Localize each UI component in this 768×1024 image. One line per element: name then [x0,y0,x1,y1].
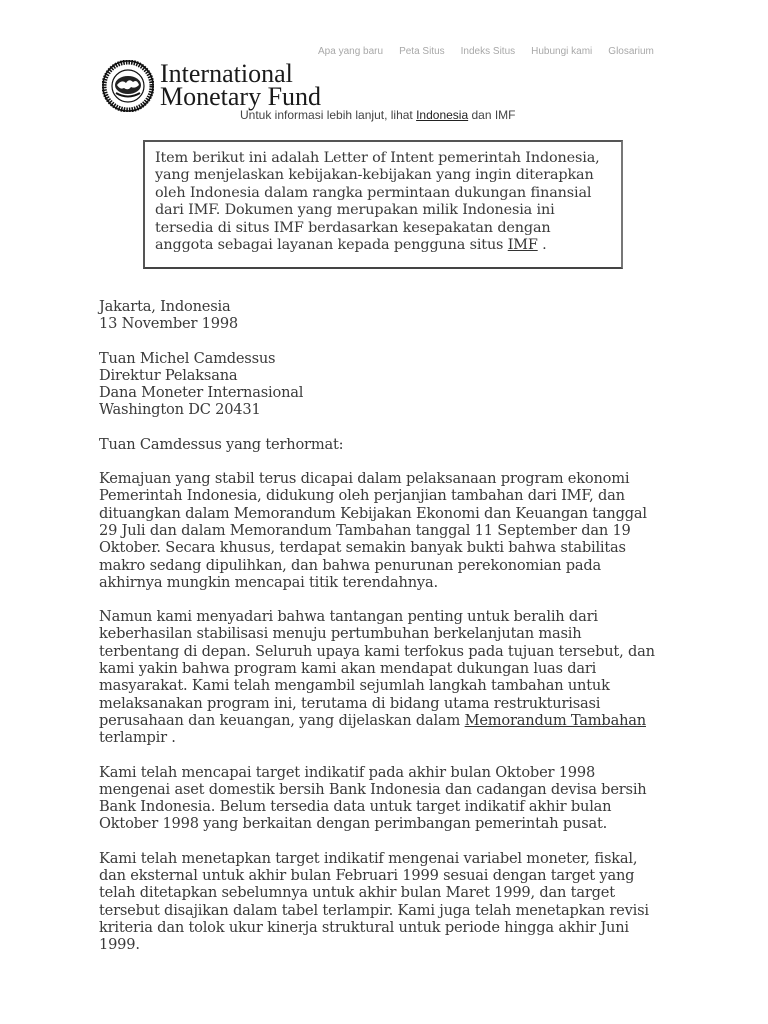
more-info-suffix: dan IMF [468,108,516,122]
imf-wordmark [160,59,322,111]
paragraph-line: 29 Juli dan dalam Memorandum Tambahan tanggal 11 September dan 19 [99,521,631,539]
recipient-block [99,350,679,419]
paragraph-line: terbentang di depan. Seluruh upaya kami terfokus pada tujuan tersebut, dan [99,642,655,660]
paragraph-line: akhirnya mungkin mencapai titik terendahnya. [99,573,438,591]
paragraph-line: tersebut disajikan dalam tabel terlampir. Kami juga telah menetapkan revisi [99,901,649,919]
indonesia-link[interactable]: Indonesia [416,108,469,122]
paragraph-line: dituangkan dalam Memorandum Kebijakan Ekonomi dan Keuangan tanggal [99,504,647,522]
paragraph-2 [99,608,679,746]
letter-date: 13 November 1998 [99,315,239,333]
paragraph-line: kriteria dan tolok ukur kinerja struktural untuk periode hingga akhir Juni [99,918,629,936]
recipient-org: Dana Moneter Internasional [99,384,304,402]
notice-box [143,140,623,269]
more-info-prefix: Untuk informasi lebih lanjut, lihat [240,108,417,122]
notice-line: dari IMF. Dokumen yang merupakan milik Indonesia ini [155,202,555,219]
recipient-title: Direktur Pelaksana [99,366,238,384]
imf-seal-icon [102,60,154,112]
paragraph-line: Oktober. Secara khusus, terdapat semakin banyak bukti bahwa stabilitas [99,539,626,557]
letter-body [99,298,679,971]
paragraph-line: Oktober 1998 yang berkaitan dengan perimbangan pemerintah pusat. [99,815,608,833]
paragraph-line: melaksanakan program ini, terutama di bidang utama restrukturisasi [99,694,601,712]
paragraph-line: Kemajuan yang stabil terus dicapai dalam pelaksanaan program ekonomi [99,470,630,488]
paragraph-line [99,712,679,729]
imf-link[interactable]: IMF [507,237,538,254]
notice-last-prefix: anggota sebagai layanan kepada pengguna situs [155,237,508,254]
memo-link-prefix: perusahaan dan keuangan, yang dijelaskan dalam [99,711,465,729]
wordmark-line1: International [160,59,293,88]
nav-link-site-index[interactable]: Indeks Situs [460,46,516,57]
nav-link-contact-us[interactable]: Hubungi kami [531,46,593,57]
paragraph-line: terlampir . [99,729,176,747]
nav-link-whats-new[interactable]: Apa yang baru [318,46,384,57]
salutation [99,436,679,453]
notice-line: oleh Indonesia dalam rangka permintaan dukungan finansial [155,184,592,201]
notice-line: Item berikut ini adalah Letter of Intent pemerintah Indonesia, [155,150,600,166]
nav-link-site-map[interactable]: Peta Situs [399,46,445,57]
paragraph-line: keberhasilan stabilisasi menuju pertumbuhan berkelanjutan masih [99,625,582,643]
notice-last-suffix: . [537,237,547,254]
paragraph-line: Pemerintah Indonesia, didukung oleh perjanjian tambahan dari IMF, dan [99,487,625,505]
salutation-text: Tuan Camdessus yang terhormat: [99,435,344,453]
paragraph-line: 1999. [99,936,140,954]
paragraph-line: mengenai aset domestik bersih Bank Indonesia dan cadangan devisa bersih [99,780,647,798]
nav-link-glossary[interactable]: Glosarium [608,46,654,57]
paragraph-line: kami yakin bahwa program kami akan mendapat dukungan luas dari [99,660,597,678]
imf-logo[interactable] [102,60,321,112]
recipient-name: Tuan Michel Camdessus [99,349,276,367]
paragraph-line: masyarakat. Kami telah mengambil sejumlah langkah tambahan untuk [99,677,610,695]
notice-line-last [155,237,621,254]
paragraph-line: Bank Indonesia. Belum tersedia data untuk target indikatif akhir bulan [99,798,612,816]
paragraph-line: dan eksternal untuk akhir bulan Februari 1999 sesuai dengan target yang [99,867,635,885]
recipient-address: Washington DC 20431 [99,401,261,419]
paragraph-3 [99,764,679,833]
wordmark-line2: Monetary Fund [160,82,322,111]
notice-line: tersedia di situs IMF berdasarkan kesepakatan dengan [155,219,551,236]
supplementary-memorandum-link[interactable]: Memorandum Tambahan [464,711,646,729]
paragraph-line: telah ditetapkan sebelumnya untuk akhir bulan Maret 1999, dan target [99,884,615,902]
paragraph-line: Namun kami menyadari bahwa tantangan penting untuk beralih dari [99,608,598,626]
letter-place-date [99,298,679,333]
paragraph-1 [99,470,679,591]
more-info-line [240,108,516,122]
paragraph-4 [99,850,679,954]
paragraph-line: Kami telah menetapkan target indikatif mengenai variabel moneter, fiskal, [99,849,638,867]
paragraph-line: makro sedang dipulihkan, dan bahwa penurunan perekonomian pada [99,556,602,574]
notice-line: yang menjelaskan kebijakan-kebijakan yang ingin diterapkan [155,167,594,184]
letter-place: Jakarta, Indonesia [99,298,231,315]
paragraph-line: Kami telah mencapai target indikatif pada akhir bulan Oktober 1998 [99,763,596,781]
top-navigation [318,46,670,57]
